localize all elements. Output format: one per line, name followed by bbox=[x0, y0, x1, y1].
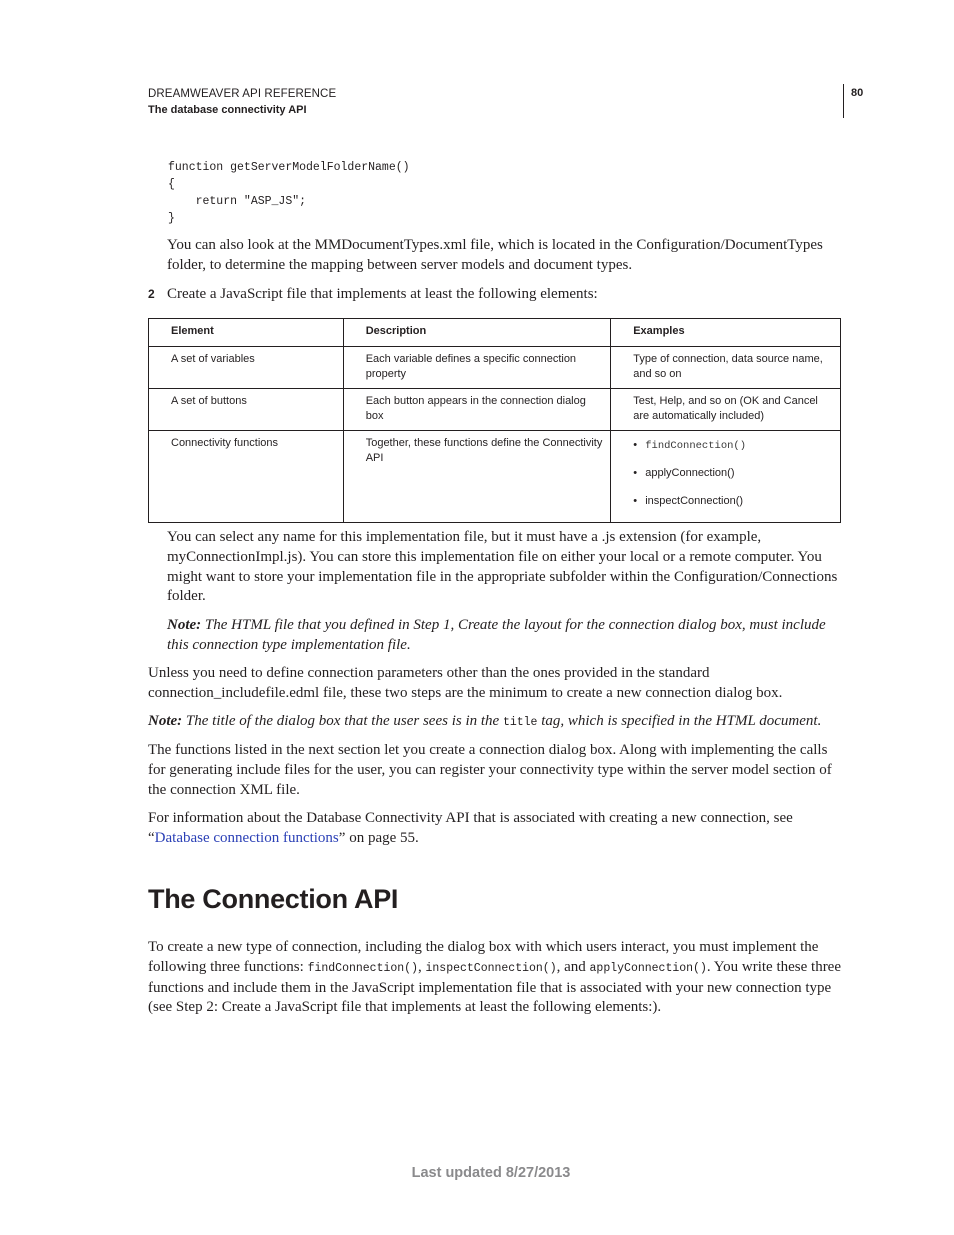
example-list bbox=[633, 438, 836, 522]
paragraph-unless: Unless you need to define connection parameters other than the ones provided in the standard connection_includefile.edml file, these two steps are the minimum to create a new connection dialog box. bbox=[148, 665, 783, 701]
paragraph-create-connection: To create a new type of connection, including the dialog box with which users interact, you must implement the following three functions: findConnection(), inspectConnection(), and applyConnection(). You write these three functions and include them in the JavaScript implementation file that is associated with your new connection type (see Step 2: Create a JavaScript file that implements at least the following elements:). bbox=[148, 939, 842, 1016]
table-cell: Each button appears in the connection dialog box bbox=[343, 389, 611, 431]
elements-table bbox=[148, 318, 841, 523]
note-dialog-title: Note: The title of the dialog box that the user sees is in the title tag, which is specified in the HTML document. bbox=[148, 713, 822, 729]
list-item: • inspectConnection() bbox=[633, 494, 836, 522]
running-header-subtitle: The database connectivity API bbox=[148, 104, 307, 116]
table-cell: Together, these functions define the Connectivity API bbox=[343, 431, 611, 523]
table-row bbox=[149, 389, 841, 431]
paragraph-functions: The functions listed in the next section let you create a connection dialog box. Along with implementing the calls for generating include files for the user, you can register your connectivity type within the server model section of the connection XML file. bbox=[148, 742, 832, 798]
inline-code: findConnection() bbox=[307, 961, 418, 975]
table-cell bbox=[611, 431, 841, 523]
list-item: • applyConnection() bbox=[633, 466, 836, 494]
table-row bbox=[149, 431, 841, 523]
note-html-file bbox=[167, 616, 841, 656]
running-header-title: DREAMWEAVER API REFERENCE bbox=[148, 88, 337, 100]
step-number: 2 bbox=[148, 287, 155, 301]
note-label: Note: bbox=[167, 617, 202, 633]
table-row bbox=[149, 347, 841, 389]
note-label: Note: bbox=[148, 713, 183, 729]
table-cell: A set of variables bbox=[149, 347, 344, 389]
table-cell: Type of connection, data source name, and so on bbox=[611, 347, 841, 389]
inline-code: applyConnection() bbox=[589, 961, 707, 975]
footer-last-updated: Last updated 8/27/2013 bbox=[411, 1165, 571, 1181]
paragraph-select-name: You can select any name for this implementation file, but it must have a .js extension (for example, myConnectionImpl.js). You can store this implementation file on either your local or a remote computer. You might want to store your implementation file in the appropriate subfolder within the Configuration/Connections folder. bbox=[167, 529, 838, 605]
page-number: 80 bbox=[851, 87, 864, 99]
list-item: • findConnection() bbox=[633, 438, 836, 466]
note-text: The HTML file that you defined in Step 1, Create the layout for the connection dialog box, must include this connection type implementation file. bbox=[167, 617, 826, 653]
header-divider bbox=[843, 84, 844, 118]
section-heading: The Connection API bbox=[148, 884, 399, 914]
database-connection-functions-link[interactable]: Database connection functions bbox=[154, 829, 339, 846]
table-cell: Each variable defines a specific connection property bbox=[343, 347, 611, 389]
table-cell: Connectivity functions bbox=[149, 431, 344, 523]
table-header-cell: Element bbox=[149, 319, 344, 347]
step-text: Create a JavaScript file that implements at least the following elements: bbox=[167, 286, 598, 302]
paragraph-info: For information about the Database Connectivity API that is associated with creating a new connection, see “Database connection functions” on page 55. bbox=[148, 810, 793, 846]
paragraph-mmdocumenttypes: You can also look at the MMDocumentTypes.xml file, which is located in the Configuration/DocumentTypes folder, to determine the mapping between server models and document types. bbox=[167, 237, 823, 273]
table-header-row bbox=[149, 319, 841, 347]
table-header-cell: Examples bbox=[611, 319, 841, 347]
table-cell: Test, Help, and so on (OK and Cancel are automatically included) bbox=[611, 389, 841, 431]
table-header-cell: Description bbox=[343, 319, 611, 347]
inline-code: title bbox=[502, 716, 538, 729]
code-block: function getServerModelFolderName() { return "ASP_JS"; } bbox=[168, 161, 410, 225]
inline-code: inspectConnection() bbox=[425, 961, 557, 975]
table-cell: A set of buttons bbox=[149, 389, 344, 431]
